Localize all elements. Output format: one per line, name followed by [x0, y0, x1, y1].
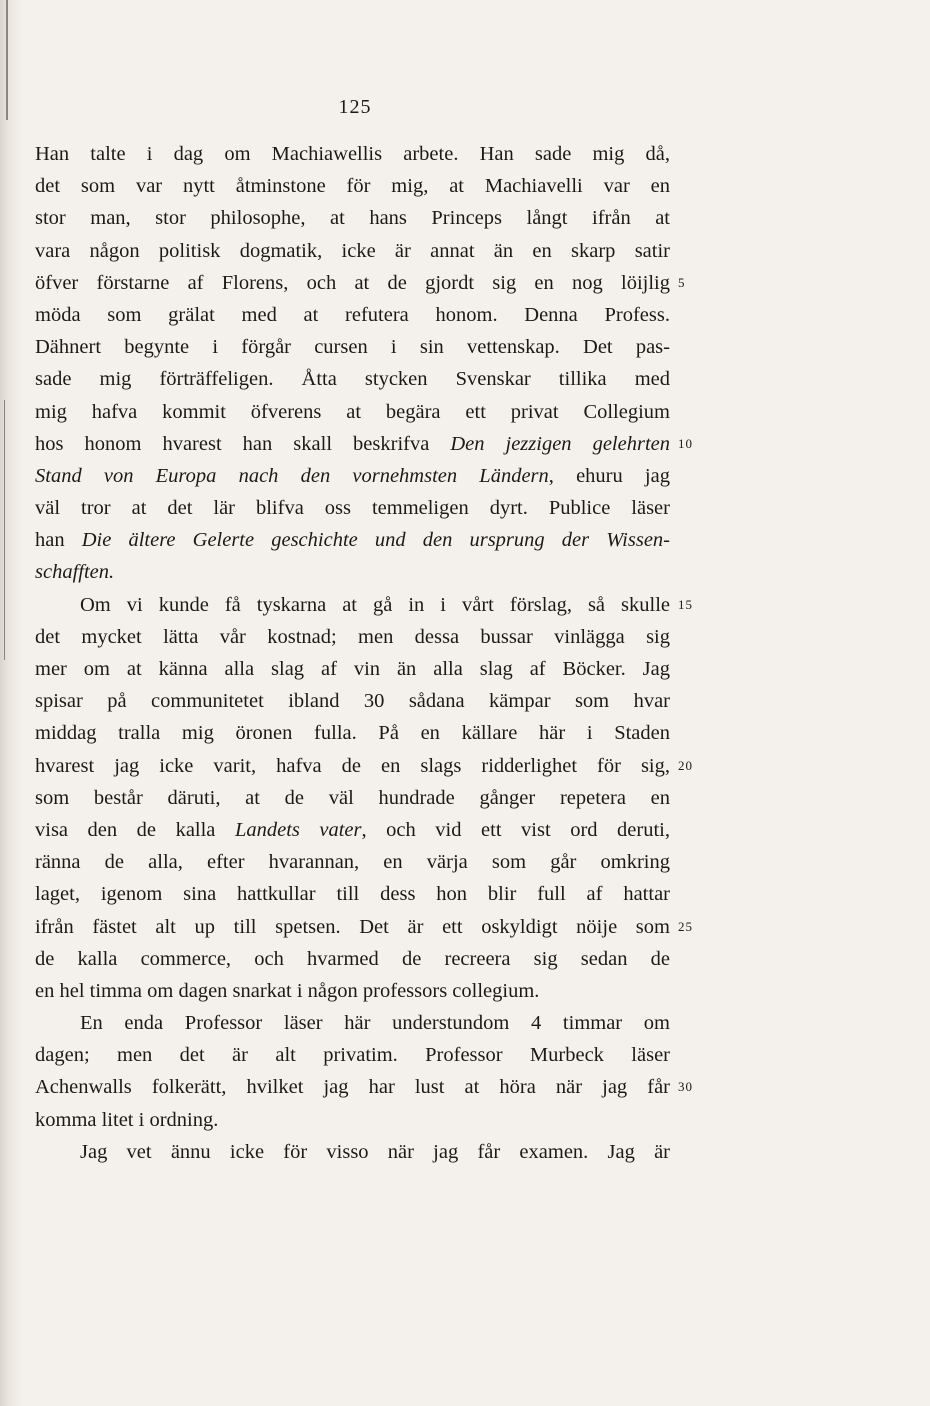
- text-line: [35, 363, 670, 395]
- page-edge-shadow: [0, 0, 22, 1406]
- italic-text: Landets vater: [234, 818, 362, 841]
- text-line: [35, 750, 693, 782]
- text-line: [35, 202, 670, 234]
- italic-text: Stand von Europa nach den vornehmsten Ländern: [35, 464, 549, 487]
- text-segment: möda som grälat med at refutera honom. Denna Profess.: [35, 303, 670, 326]
- text-segment: han: [35, 529, 82, 552]
- text-line: [35, 396, 670, 428]
- text-segment: Han talte i dag om Machiawellis arbete. Han sade mig då,: [35, 143, 670, 165]
- text-segment: spisar på communitetet ibland 30 sådana kämpar som hvar: [35, 690, 670, 713]
- text-line: [35, 943, 670, 975]
- text-line: [35, 524, 670, 556]
- text-line: [35, 267, 686, 299]
- text-line: [35, 685, 670, 717]
- text-line: [35, 653, 670, 685]
- italic-text: Die ältere Gelerte geschichte und den ursprung der Wissen-: [81, 529, 670, 552]
- text-line: [35, 717, 670, 749]
- text-line: [35, 911, 693, 943]
- text-line: [35, 1136, 670, 1168]
- text-line: [35, 492, 670, 524]
- text-line: [35, 235, 670, 267]
- line-number: 25: [678, 918, 693, 934]
- text-segment: öfver förstarne af Florens, och at de gjordt sig en nog löijlig: [35, 271, 670, 294]
- text-segment: stor man, stor philosophe, at hans Princeps långt ifrån at: [35, 207, 670, 230]
- text-segment: en hel timma om dagen snarkat i någon professors collegium.: [35, 979, 540, 1002]
- text-line: [35, 1007, 670, 1039]
- text-segment: det mycket lätta vår kostnad; men dessa bussar vinlägga sig: [35, 625, 670, 648]
- text-segment: hvarest jag icke varit, hafva de en slags ridderlighet för sig,: [35, 754, 670, 777]
- text-segment: väl tror at det lär blifva oss temmeligen dyrt. Publice läser: [35, 497, 670, 520]
- text-segment: mig hafva kommit öfverens at begära ett privat Collegium: [35, 400, 670, 423]
- line-number: 10: [678, 435, 693, 451]
- text-segment: En enda Professor läser här understundom 4 timmar om: [80, 1012, 670, 1035]
- text-segment: ränna de alla, efter hvarannan, en värja som går omkring: [35, 851, 670, 874]
- text-segment: dagen; men det är alt privatim. Professor Murbeck läser: [35, 1044, 670, 1067]
- text-segment: det som var nytt åtminstone för mig, at Machiavelli var en: [35, 175, 670, 198]
- text-segment: Achenwalls folkerätt, hvilket jag har lust at höra när jag får: [35, 1076, 670, 1099]
- text-segment: laget, igenom sina hattkullar till dess hon blir full af hattar: [35, 883, 670, 906]
- text-line: [35, 299, 670, 331]
- text-line: [35, 1104, 670, 1136]
- body-text: [35, 138, 693, 1168]
- binding-edge: [4, 400, 5, 660]
- line-number: 30: [678, 1079, 693, 1095]
- text-line: [35, 428, 693, 460]
- text-line: [35, 589, 693, 621]
- line-number: 5: [678, 274, 686, 290]
- text-segment: ifrån fästet alt up till spetsen. Det är ett oskyldigt nöije som: [35, 915, 670, 938]
- text-line: [35, 878, 670, 910]
- text-segment: mer om at känna alla slag af vin än alla slag af Böcker. Jag: [35, 658, 670, 680]
- text-line: [35, 782, 670, 814]
- text-line: [35, 331, 670, 363]
- text-segment: Jag vet ännu icke för visso när jag får examen. Jag är: [80, 1140, 670, 1163]
- text-line: [35, 621, 670, 653]
- text-line: [35, 556, 670, 588]
- text-segment: vara någon politisk dogmatik, icke är annat än en skarp satir: [35, 239, 670, 262]
- text-line: [35, 170, 670, 202]
- text-segment: , ehuru jag: [548, 464, 670, 487]
- text-line: [35, 1039, 670, 1071]
- text-line: [35, 846, 670, 878]
- italic-text: Den jezzigen gelehrten: [450, 432, 670, 455]
- text-segment: komma litet i ordning.: [35, 1108, 219, 1131]
- text-segment: som består däruti, at de väl hundrade gånger repetera en: [35, 786, 670, 809]
- text-segment: , och vid ett vist ord deruti,: [361, 818, 670, 841]
- line-number: 20: [678, 757, 693, 773]
- text-segment: hos honom hvarest han skall beskrifva: [35, 432, 451, 455]
- text-segment: sade mig förträffeligen. Åtta stycken Svenskar tillika med: [35, 368, 670, 391]
- text-line: [35, 138, 670, 170]
- text-line: [35, 460, 670, 492]
- italic-text: schafften.: [35, 561, 115, 584]
- text-segment: middag tralla mig öronen fulla. På en källare här i Staden: [35, 722, 670, 745]
- line-number: 15: [678, 596, 693, 612]
- text-line: [35, 975, 670, 1007]
- page-number: 125: [338, 96, 372, 118]
- text-line: [35, 814, 670, 846]
- text-segment: visa den de kalla: [35, 818, 235, 841]
- text-segment: Om vi kunde få tyskarna at gå in i vårt förslag, så skulle: [80, 593, 670, 616]
- text-segment: Dähnert begynte i förgår cursen i sin vettenskap. Det pas-: [35, 336, 670, 359]
- text-line: [35, 1071, 693, 1103]
- text-segment: de kalla commerce, och hvarmed de recreera sig sedan de: [35, 947, 670, 970]
